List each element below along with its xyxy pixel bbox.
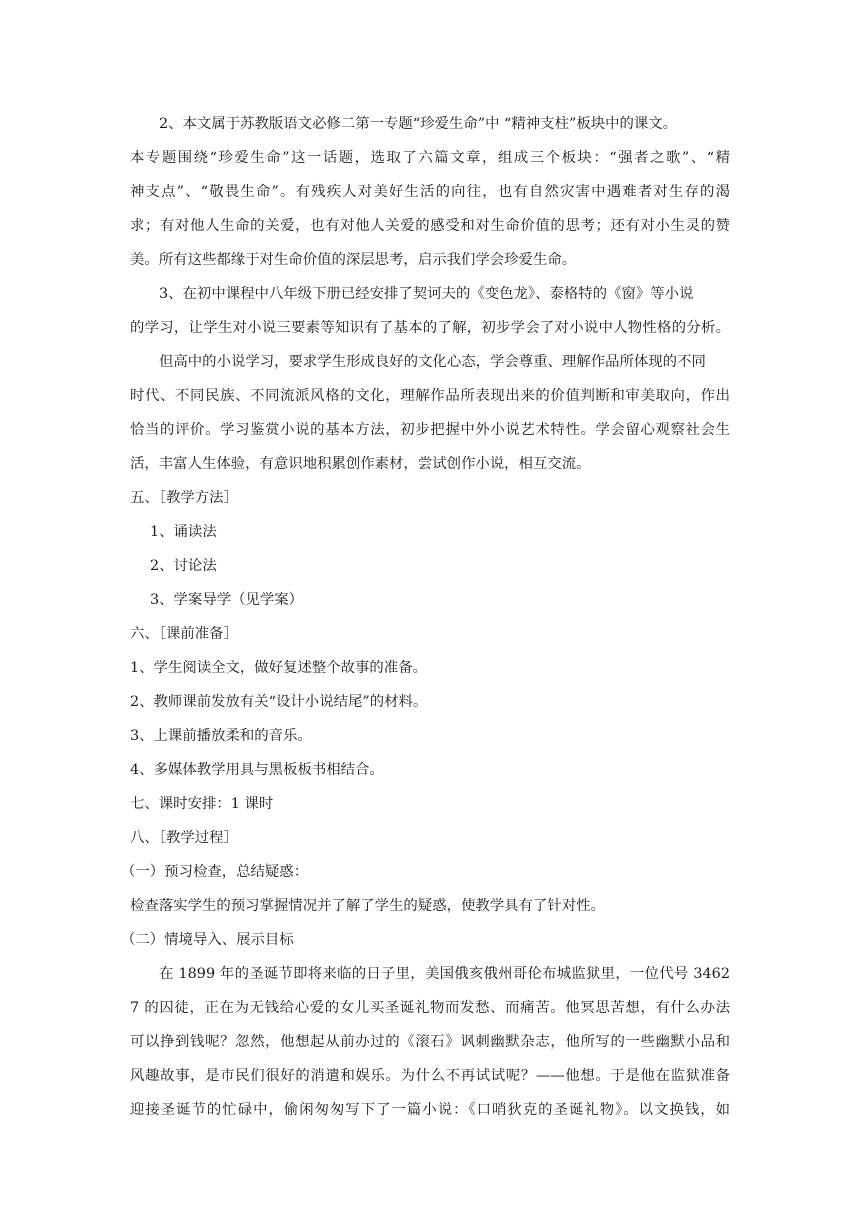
list-item: 3、学案导学（见学案） bbox=[150, 592, 304, 608]
text-line: 求；有对他人生命的关爱，也有对他人关爱的感受和对生命价值的思考；还有对小生灵的赞 bbox=[130, 218, 730, 234]
text-line: 可以挣到钱呢？忽然，他想起从前办过的《滚石》讽刺幽默杂志，他所写的一些幽默小品和 bbox=[130, 1034, 730, 1050]
list-item: 4、多媒体教学用具与黑板板书相结合。 bbox=[130, 762, 384, 778]
section-heading: 五、［教学方法］ bbox=[130, 490, 238, 506]
text-line: 的学习，让学生对小说三要素等知识有了基本的了解，初步学会了对小说中人物性格的分析。 bbox=[130, 320, 730, 336]
text-line: 美。所有这些都缘于对生命价值的深层思考，启示我们学会珍爱生命。 bbox=[130, 252, 577, 268]
text-line: 迎接圣诞节的忙碌中，偷闲匆匆写下了一篇小说：《口哨狄克的圣诞礼物》。以文换钱，如 bbox=[130, 1102, 730, 1118]
section-heading: 八、［教学过程］ bbox=[130, 830, 238, 846]
list-item: 2、教师课前发放有关“设计小说结尾”的材料。 bbox=[130, 694, 428, 710]
text-line: 检查落实学生的预习掌握情况并了解了学生的疑惑，使教学具有了针对性。 bbox=[130, 898, 605, 914]
text-line: 时代、不同民族、不同流派风格的文化，理解作品所表现出来的价值判断和审美取向，作出 bbox=[130, 388, 730, 404]
text-line: 3、在初中课程中八年级下册已经安排了契诃夫的《变色龙》、泰格特的《窗》等小说 bbox=[159, 286, 694, 302]
list-item: 2、讨论法 bbox=[150, 558, 217, 574]
text-line: 神支点”、“敬畏生命”。有残疾人对美好生活的向往，也有自然灾害中遇难者对生存的渴 bbox=[130, 184, 730, 200]
text-line: 恰当的评价。学习鉴赏小说的基本方法，初步把握中外小说艺术特性。学会留心观察社会生 bbox=[130, 422, 730, 438]
text-line: 但高中的小说学习，要求学生形成良好的文化心态，学会尊重、理解作品所体现的不同 bbox=[159, 354, 706, 370]
subsection-heading: （一）预习检查，总结疑惑： bbox=[121, 864, 309, 880]
subsection-heading: （二）情境导入、展示目标 bbox=[121, 932, 294, 948]
section-heading: 六、［课前准备］ bbox=[130, 626, 238, 642]
section-heading: 七、课时安排：1 课时 bbox=[130, 796, 274, 812]
list-item: 1、学生阅读全文，做好复述整个故事的准备。 bbox=[130, 660, 427, 676]
text-line: 活，丰富人生体验，有意识地积累创作素材，尝试创作小说，相互交流。 bbox=[130, 456, 591, 472]
text-line: 风趣故事，是市民们很好的消遣和娱乐。为什么不再试试呢？——他想。于是他在监狱准备 bbox=[130, 1068, 730, 1084]
text-line: 7 的囚徒，正在为无钱给心爱的女儿买圣诞礼物而发愁、而痛苦。他冥思苦想，有什么办法 bbox=[130, 1000, 730, 1016]
text-line: 本专题围绕“珍爱生命”这一话题，选取了六篇文章，组成三个板块：“强者之歌”、“精 bbox=[130, 150, 730, 166]
text-line: 在 1899 年的圣诞节即将来临的日子里，美国俄亥俄州哥伦布城监狱里，一位代号 3462 bbox=[159, 966, 730, 982]
list-item: 1、诵读法 bbox=[150, 524, 217, 540]
text-line: 2、本文属于苏教版语文必修二第一专题“珍爱生命”中 “精神支柱”板块中的课文。 bbox=[159, 116, 678, 132]
list-item: 3、上课前播放柔和的音乐。 bbox=[130, 728, 312, 744]
